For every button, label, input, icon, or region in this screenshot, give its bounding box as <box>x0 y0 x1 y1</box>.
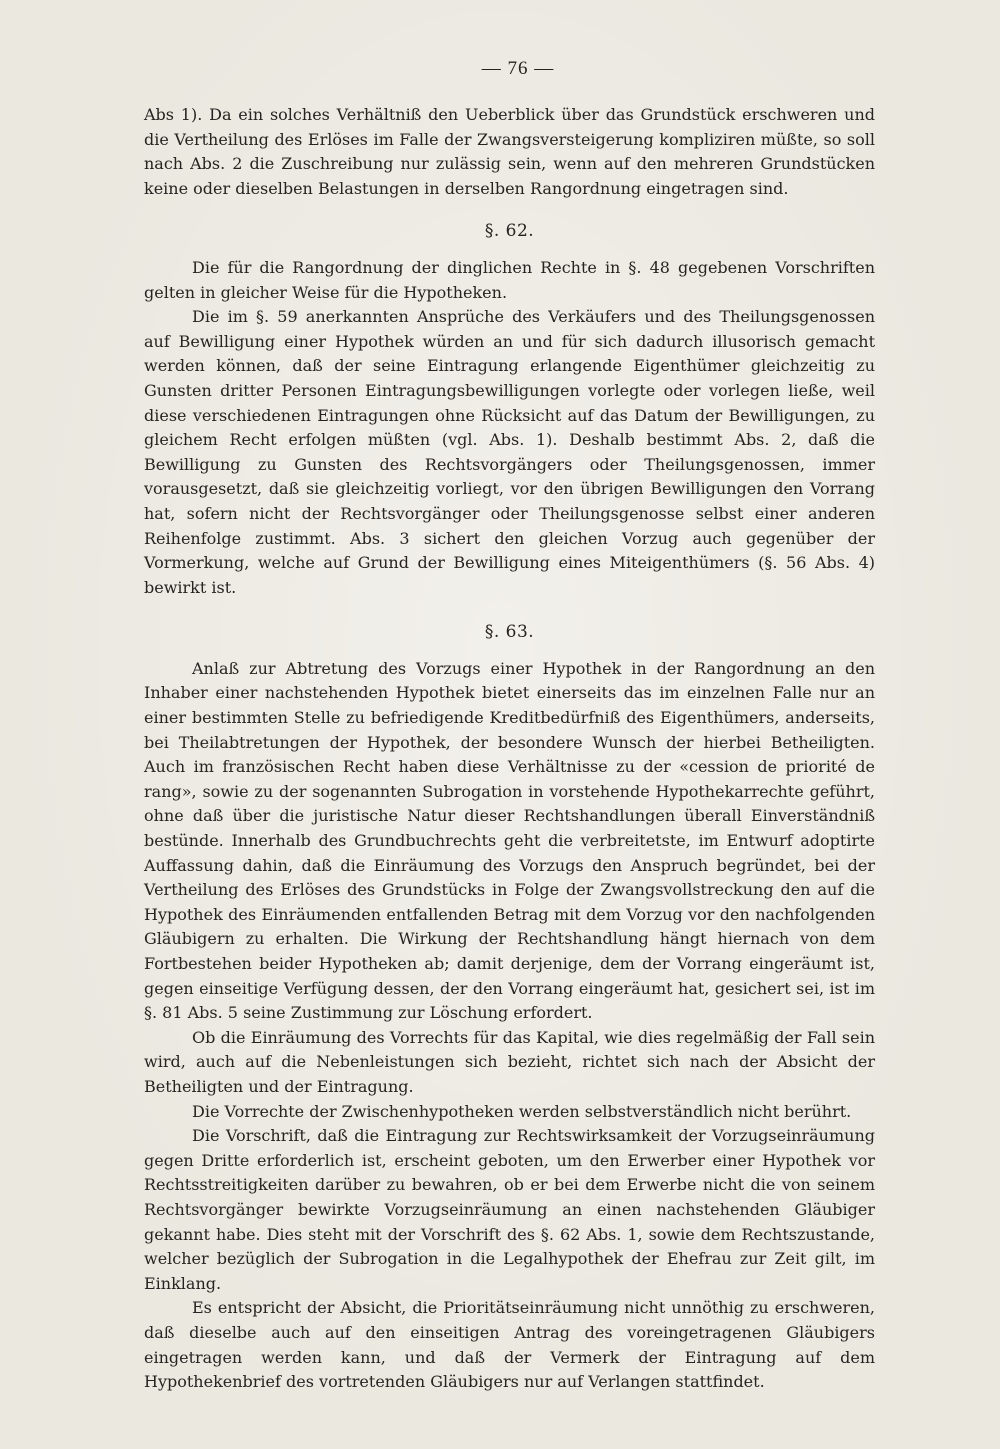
section-heading-63: §. 63. <box>484 622 535 643</box>
page-number: — 76 — <box>481 58 555 79</box>
page-body <box>144 103 875 1395</box>
paragraph-63-1: Anlaß zur Abtretung des Vorzugs einer Hypothek in der Rangordnung an den Inhaber einer nachstehenden Hypothek bietet einerseits das im einzelnen Falle nur an einer bestimmten Stelle zu befriedigende Kreditbedürfniß des Eigenthümers, anderseits, bei Theilabtretungen der Hypothek, der besondere Wunsch der hierbei Betheiligten. Auch im französischen Recht haben diese Verhältnisse zu der «cession de priorité de rang», sowie zu der sogenannten Subrogation in vorstehende Hypothekarrechte geführt, ohne daß über die juristische Natur dieser Rechtshandlungen überall Einverständniß bestünde. Innerhalb des Grundbuchrechts geht die verbreitetste, im Entwurf adoptirte Auffassung dahin, daß die Einräumung des Vorzugs den Anspruch begründet, bei der Vertheilung des Erlöses des Grundstücks in Folge der Zwangsvollstreckung den auf die Hypothek des Einräumenden entfallenden Betrag mit dem Vorzug vor den nachfolgenden Gläubigern zu erhalten. Die Wirkung der Rechtshandlung hängt hiernach von dem Fortbestehen beider Hypotheken ab; damit derjenige, dem der Vorrang eingeräumt ist, gegen einseitige Verfügung dessen, der den Vorrang eingeräumt hat, gesichert sei, ist im §. 81 Abs. 5 seine Zustimmung zur Löschung erfordert. <box>144 658 875 1023</box>
paragraph-abs1-continuation: Abs 1). Da ein solches Verhältniß den Ueberblick über das Grundstück erschweren und die Vertheilung des Erlöses im Falle der Zwangsversteigerung kompliziren müßte, so soll nach Abs. 2 die Zuschreibung nur zulässig sein, wenn auf den mehreren Grundstücken keine oder dieselben Belastungen in derselben Rangordnung eingetragen sind. <box>144 105 875 198</box>
paragraph-62-1: Die für die Rangordnung der dinglichen Rechte in §. 48 gegebenen Vorschriften gelten in gleicher Weise für die Hypotheken. <box>144 257 875 302</box>
paragraph-63-4: Die Vorschrift, daß die Eintragung zur Rechtswirksamkeit der Vorzugseinräumung gegen Dritte erforderlich ist, erscheint geboten, um den Erwerber einer Hypothek vor Rechtsstreitigkeiten darüber zu bewahren, ob er bei dem Erwerbe nicht die von seinem Rechtsvorgänger bewirkte Vorzugseinräumung an einen nachstehenden Gläubiger gekannt habe. Dies steht mit der Vorschrift des §. 62 Abs. 1, sowie dem Rechtszustande, welcher bezüglich der Subrogation in die Legalhypothek der Ehefrau zur Zeit gilt, im Einklang. <box>144 1126 875 1293</box>
paragraph-63-3: Die Vorrechte der Zwischenhypotheken werden selbstverständlich nicht berührt. <box>192 1101 852 1121</box>
paragraph-63-5: Es entspricht der Absicht, die Prioritätseinräumung nicht unnöthig zu erschweren, daß dieselbe auch auf den einseitigen Antrag des voreingetragenen Gläubigers eingetragen werden kann, und daß der Vermerk der Eintragung auf dem Hypothekenbrief des vortretenden Gläubigers nur auf Verlangen stattfindet. <box>144 1298 875 1392</box>
section-heading-62: §. 62. <box>484 221 535 242</box>
paragraph-62-2: Die im §. 59 anerkannten Ansprüche des Verkäufers und des Theilungsgenossen auf Bewilligung einer Hypothek würden an und für sich dadurch illusorisch gemacht werden können, daß der seine Eintragung erlangende Eigenthümer gleichzeitig zu Gunsten dritter Personen Eintragungsbewilligungen vorlegte oder vorlegen ließe, weil diese verschiedenen Eintragungen ohne Rücksicht auf das Datum der Bewilligungen, zu gleichem Recht erfolgen müßten (vgl. Abs. 1). Deshalb bestimmt Abs. 2, daß die Bewilligung zu Gunsten des Rechtsvorgängers oder Theilungsgenossen, immer vorausgesetzt, daß sie gleichzeitig vorliegt, vor den übrigen Bewilligungen den Vorrang hat, sofern nicht der Rechtsvorgänger oder Theilungsgenosse selbst einer anderen Reihenfolge zustimmt. Abs. 3 sichert den gleichen Vorzug auch gegenüber der Vormerkung, welche auf Grund der Bewilligung eines Miteigenthümers (§. 56 Abs. 4) bewirkt ist. <box>144 307 875 597</box>
paragraph-63-2: Ob die Einräumung des Vorrechts für das Kapital, wie dies regelmäßig der Fall sein wird, auch auf die Nebenleistungen sich bezieht, richtet sich nach der Absicht der Betheiligten und der Eintragung. <box>144 1027 875 1096</box>
